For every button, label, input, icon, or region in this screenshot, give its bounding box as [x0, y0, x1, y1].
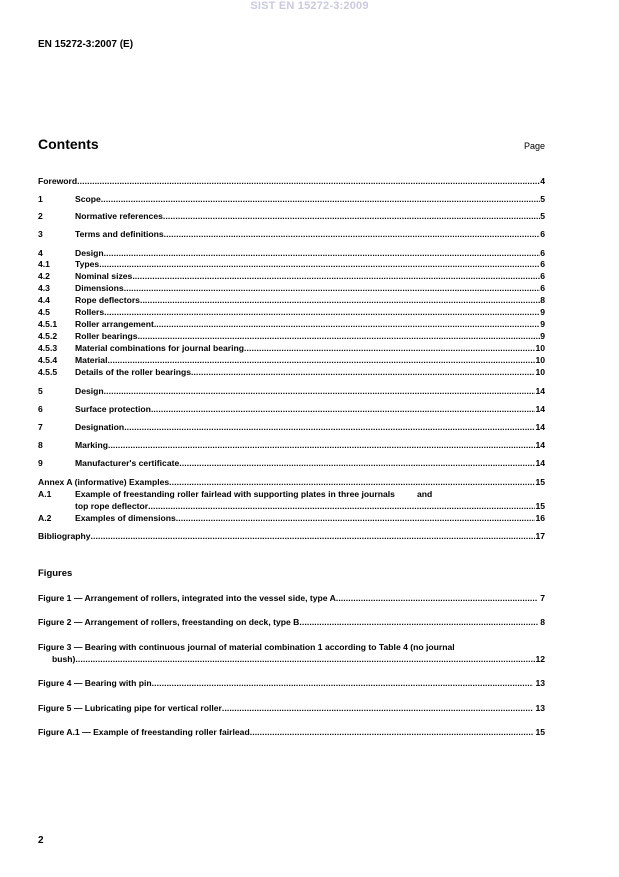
dot-leader [77, 176, 540, 186]
toc-entry-bibliography[interactable] [38, 531, 545, 541]
figure-entry-page: 13 [535, 703, 545, 713]
toc-entry-foreword[interactable] [38, 176, 545, 186]
dot-leader [299, 617, 538, 627]
toc-entry-page: 15 [535, 501, 545, 511]
toc-entry-number: 4.5.1 [38, 319, 58, 329]
figure-entry-2[interactable] [38, 617, 545, 627]
dot-leader [104, 307, 540, 317]
toc-entry-number: 4.3 [38, 283, 50, 293]
toc-entry-title: Examples of dimensions [75, 513, 176, 523]
dot-leader [101, 194, 540, 204]
toc-entry-design[interactable] [38, 248, 545, 258]
toc-entry-page: 9 [540, 331, 545, 341]
figure-entry-page: 15 [535, 727, 545, 737]
toc-entry-title: Details of the roller bearings [75, 367, 192, 377]
toc-entry-title: Terms and definitions [75, 229, 164, 239]
figure-entry-4[interactable] [38, 678, 545, 688]
toc-entry-title-and: and [416, 489, 433, 499]
toc-entry-number: 2 [38, 211, 43, 221]
toc-entry-page: 5 [540, 211, 545, 221]
figure-entry-title: Figure A.1 — Example of freestanding roller fairlead [38, 727, 250, 737]
page-column-label: Page [523, 141, 545, 151]
toc-entry-page: 10 [535, 355, 545, 365]
toc-entry-page: 9 [540, 319, 545, 329]
toc-entry-roller-arrangement[interactable] [38, 319, 545, 329]
dot-leader [222, 703, 534, 713]
toc-entry-title: Design [75, 386, 104, 396]
dot-leader [104, 386, 536, 396]
page-number: 2 [38, 835, 44, 846]
toc-entry-page: 6 [540, 259, 545, 269]
toc-entry-number: 6 [38, 404, 43, 414]
toc-entry-a1-continuation[interactable] [75, 501, 545, 511]
toc-entry-title: Material [75, 355, 108, 365]
dot-leader [176, 513, 536, 523]
document-id: EN 15272-3:2007 (E) [38, 39, 134, 50]
toc-entry-nominal-sizes[interactable] [38, 271, 545, 281]
dot-leader [104, 248, 541, 258]
toc-entry-material-combinations[interactable] [38, 343, 545, 353]
dot-leader [191, 367, 535, 377]
toc-entry-title: Rope deflectors [75, 295, 140, 305]
toc-entry-page: 6 [540, 229, 545, 239]
dot-leader [244, 343, 535, 353]
dot-leader [124, 283, 541, 293]
toc-entry-number: 4.5.2 [38, 331, 58, 341]
toc-entry-title: Roller arrangement [75, 319, 154, 329]
dot-leader [140, 295, 540, 305]
figure-entry-page: 13 [535, 678, 545, 688]
toc-entry-number: 4.5.4 [38, 355, 58, 365]
toc-entry-number: 4.2 [38, 271, 50, 281]
toc-entry-title: Marking [75, 440, 108, 450]
toc-entry-marking[interactable] [38, 440, 545, 450]
toc-entry-number: 4.4 [38, 295, 50, 305]
dot-leader [124, 422, 535, 432]
dot-leader [151, 404, 536, 414]
dot-leader [132, 271, 540, 281]
toc-entry-number: 4.1 [38, 259, 50, 269]
toc-entry-types[interactable] [38, 259, 545, 269]
watermark: SIST EN 15272-3:2009 [250, 0, 369, 12]
toc-entry-normative-references[interactable] [38, 211, 545, 221]
figure-entry-page: 12 [535, 654, 545, 664]
dot-leader [179, 458, 535, 468]
toc-entry-page: 14 [535, 458, 545, 468]
toc-entry-design-5[interactable] [38, 386, 545, 396]
figure-entry-page: 7 [540, 593, 545, 603]
toc-entry-title: Normative references [75, 211, 163, 221]
toc-entry-number: 4.5.3 [38, 343, 58, 353]
toc-entry-title: Foreword [38, 176, 78, 186]
dot-leader [148, 501, 535, 511]
toc-entry-title: Rollers [75, 307, 105, 317]
figure-entry-title: Figure 5 — Lubricating pipe for vertical roller [38, 703, 222, 713]
toc-entry-roller-bearings[interactable] [38, 331, 545, 341]
toc-entry-title: Annex A (informative) Examples [38, 477, 170, 487]
figure-entry-title: Figure 1 — Arrangement of rollers, integrated into the vessel side, type A [38, 593, 336, 603]
toc-entry-number: 9 [38, 458, 43, 468]
figure-entry-a1[interactable] [38, 727, 545, 737]
toc-entry-page: 17 [535, 531, 545, 541]
toc-entry-page: 9 [540, 307, 545, 317]
toc-entry-number: 1 [38, 194, 43, 204]
dot-leader [164, 229, 541, 239]
dot-leader [336, 593, 538, 603]
toc-entry-title: Types [75, 259, 100, 269]
toc-entry-number: A.1 [38, 489, 52, 499]
dot-leader [169, 477, 535, 487]
toc-entry-title: Surface protection [75, 404, 151, 414]
dot-leader [138, 331, 541, 341]
toc-entry-title: Example of freestanding roller fairlead with supporting plates in three journals [75, 489, 395, 499]
figure-entry-title: Figure 3 — Bearing with continuous journal of material combination 1 according to Table 4 (no journal [38, 642, 455, 652]
dot-leader [250, 727, 534, 737]
toc-entry-page: 16 [535, 513, 545, 523]
toc-entry-title: Bibliography [38, 531, 91, 541]
dot-leader [91, 531, 536, 541]
toc-entry-details-roller-bearings[interactable] [38, 367, 545, 377]
toc-entry-title: Material combinations for journal bearing [75, 343, 245, 353]
toc-entry-page: 6 [540, 271, 545, 281]
figure-entry-title-continued: bush) [52, 654, 76, 664]
toc-entry-title: Nominal sizes [75, 271, 133, 281]
toc-entry-title: Design [75, 248, 104, 258]
toc-entry-page: 14 [535, 422, 545, 432]
toc-entry-number: 5 [38, 386, 43, 396]
toc-entry-title: Scope [75, 194, 101, 204]
toc-entry-page: 14 [535, 386, 545, 396]
toc-entry-page: 6 [540, 248, 545, 258]
toc-entry-terms-and-definitions[interactable] [38, 229, 545, 239]
toc-entry-a2[interactable] [38, 513, 545, 523]
toc-entry-page: 8 [540, 295, 545, 305]
toc-entry-title: Roller bearings [75, 331, 138, 341]
toc-entry-number: 4 [38, 248, 43, 258]
figure-entry-3-continuation[interactable] [52, 654, 545, 664]
dot-leader [108, 440, 535, 450]
dot-leader [163, 211, 540, 221]
toc-entry-title: Manufacturer's certificate [75, 458, 180, 468]
toc-entry-manufacturers-certificate[interactable] [38, 458, 545, 468]
toc-entry-rope-deflectors[interactable] [38, 295, 545, 305]
toc-entry-page: 10 [535, 343, 545, 353]
toc-entry-rollers[interactable] [38, 307, 545, 317]
toc-entry-number: A.2 [38, 513, 52, 523]
dot-leader [152, 678, 534, 688]
toc-entry-page: 15 [535, 477, 545, 487]
toc-entry-dimensions[interactable] [38, 283, 545, 293]
dot-leader [154, 319, 540, 329]
toc-entry-title: Dimensions [75, 283, 124, 293]
contents-title: Contents [38, 136, 99, 152]
toc-entry-page: 5 [540, 194, 545, 204]
figure-entry-title: Figure 4 — Bearing with pin [38, 678, 152, 688]
figure-entry-1[interactable] [38, 593, 545, 603]
toc-entry-number: 4.5.5 [38, 367, 58, 377]
figures-heading: Figures [38, 568, 73, 579]
toc-entry-page: 6 [540, 283, 545, 293]
figure-entry-title: Figure 2 — Arrangement of rollers, freestanding on deck, type B [38, 617, 300, 627]
figure-entry-5[interactable] [38, 703, 545, 713]
toc-entry-title-continued: top rope deflector [75, 501, 149, 511]
figure-entry-3[interactable] [38, 642, 545, 652]
dot-leader [107, 355, 535, 365]
toc-entry-material[interactable] [38, 355, 545, 365]
toc-entry-designation[interactable] [38, 422, 545, 432]
toc-entry-number: 3 [38, 229, 43, 239]
toc-entry-a1[interactable] [38, 489, 545, 499]
toc-entry-number: 4.5 [38, 307, 50, 317]
toc-entry-number: 7 [38, 422, 43, 432]
dot-leader [75, 654, 535, 664]
toc-entry-surface-protection[interactable] [38, 404, 545, 414]
toc-entry-annex-a[interactable] [38, 477, 545, 487]
toc-entry-title: Designation [75, 422, 125, 432]
figure-entry-page: 8 [540, 617, 545, 627]
toc-entry-page: 10 [535, 367, 545, 377]
toc-entry-page: 14 [535, 404, 545, 414]
toc-entry-page: 4 [540, 176, 545, 186]
toc-entry-scope[interactable] [38, 194, 545, 204]
toc-entry-page: 14 [535, 440, 545, 450]
toc-entry-number: 8 [38, 440, 43, 450]
dot-leader [99, 259, 540, 269]
